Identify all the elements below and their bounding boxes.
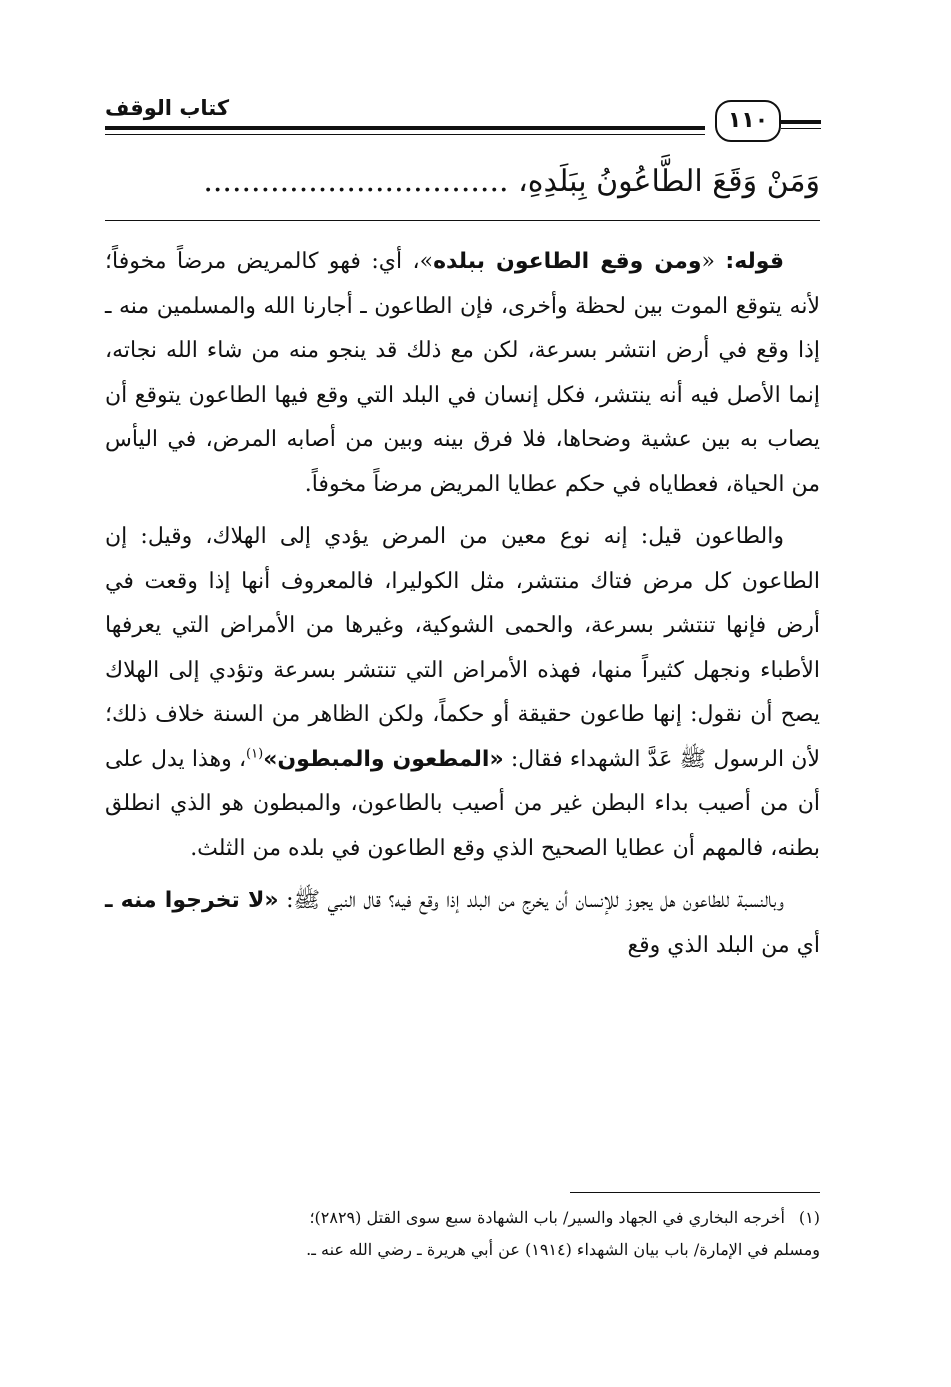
footnote-text: ومسلم في الإمارة/ باب بيان الشهداء (١٩١٤) عن أبي هريرة ـ رضي الله عنه ـ. bbox=[306, 1240, 820, 1259]
lead-word: قوله: bbox=[725, 249, 784, 274]
footnote-separator bbox=[570, 1192, 820, 1193]
footnote-marker: (١) bbox=[798, 1208, 820, 1227]
matn-separator bbox=[105, 220, 820, 221]
footnote-line bbox=[105, 1202, 820, 1234]
header-rule-thick bbox=[105, 126, 705, 130]
book-title: كتاب الوقف bbox=[105, 96, 230, 120]
matn-text: وَمَنْ وَقَعَ الطَّاعُونُ بِبَلَدِهِ، bbox=[518, 164, 820, 199]
hadith-quote: «المطعون والمبطون» bbox=[263, 746, 504, 772]
paragraph-1-text: ، أي: فهو كالمريض مرضاً مخوفاً؛ لأنه يتوقع الموت بين لحظة وأخرى، فإن الطاعون ـ أجارنا الله والمسلمين منه ـ إذا وقع في أرض انتشر بسرعة، لكن مع ذلك قد ينجو منه من شاء الله نجاته، إنما الأصل فيه أنه ينتشر، فكل إنسان في البلد التي وقع فيها الطاعون يتوقع أن يصاب به بين عشية وضحاها، فلا فرق بينه وبين من أصابه المرض، في اليأس من الحياة، فعطاياه في حكم عطايا المريض مرضاً مخوفاً. bbox=[105, 249, 820, 497]
matn-quote: ومن وقع الطاعون ببلده bbox=[433, 249, 702, 274]
footnote-line bbox=[105, 1234, 820, 1266]
header-rule-thin bbox=[105, 134, 705, 135]
quote-open: « bbox=[701, 249, 715, 274]
page-number: ١١٠ bbox=[715, 100, 781, 142]
paragraph-3-text-b: أي من البلد الذي وقع bbox=[627, 932, 820, 958]
paragraph-3-text-a: وبالنسبة للطاعون هل يجوز للإنسان أن يخرج من البلد إذا وقع فيه؟ قال النبي ﷺ: bbox=[278, 888, 784, 913]
header-rule-right-thin bbox=[781, 128, 821, 129]
footnote-text: أخرجه البخاري في الجهاد والسير/ باب الشهادة سبع سوى القتل (٢٨٢٩)؛ bbox=[309, 1208, 785, 1227]
quote-close: » bbox=[419, 249, 434, 274]
hadith-quote-2: «لا تخرجوا منه ـ bbox=[105, 888, 279, 913]
paragraph-3 bbox=[105, 879, 820, 968]
footnotes bbox=[105, 1202, 820, 1266]
paragraph-2 bbox=[105, 515, 820, 871]
page-header bbox=[105, 96, 820, 146]
paragraph-2-text-a: والطاعون قيل: إنه نوع معين من المرض يؤدي إلى الهلاك، وقيل: إن الطاعون كل مرض فتاك منتشر، مثل الكوليرا، فالمعروف أنها إذا وقعت في أرض فإنها تنتشر بسرعة، والحمى الشوكية، وغيرها من الأمراض التي يعرفها الأطباء ونجهل كثيراً منها، فهذه الأمراض التي تنتشر بسرعة وتؤدي إلى الهلاك يصح أن نقول: إنها طاعون حقيقة أو حكماً، ولكن الظاهر من السنة خلاف ذلك؛ لأن الرسول ﷺ عَدَّ الشهداء فقال: bbox=[105, 524, 820, 772]
paragraph-2-text-b: ، وهذا يدل على أن من أصيب بداء البطن غير من أصيب بالطاعون، والمبطون هو الذي انطلق بطنه، فالمهم أن عطايا الصحيح الذي وقع الطاعون في بلده من الثلث. bbox=[105, 746, 820, 861]
header-rule-right-thick bbox=[781, 120, 821, 124]
footnote-ref: (١) bbox=[246, 746, 264, 762]
commentary-body bbox=[105, 240, 820, 976]
matn-dots: ................................ bbox=[203, 164, 509, 199]
matn-line bbox=[105, 152, 820, 212]
paragraph-1 bbox=[105, 240, 820, 507]
